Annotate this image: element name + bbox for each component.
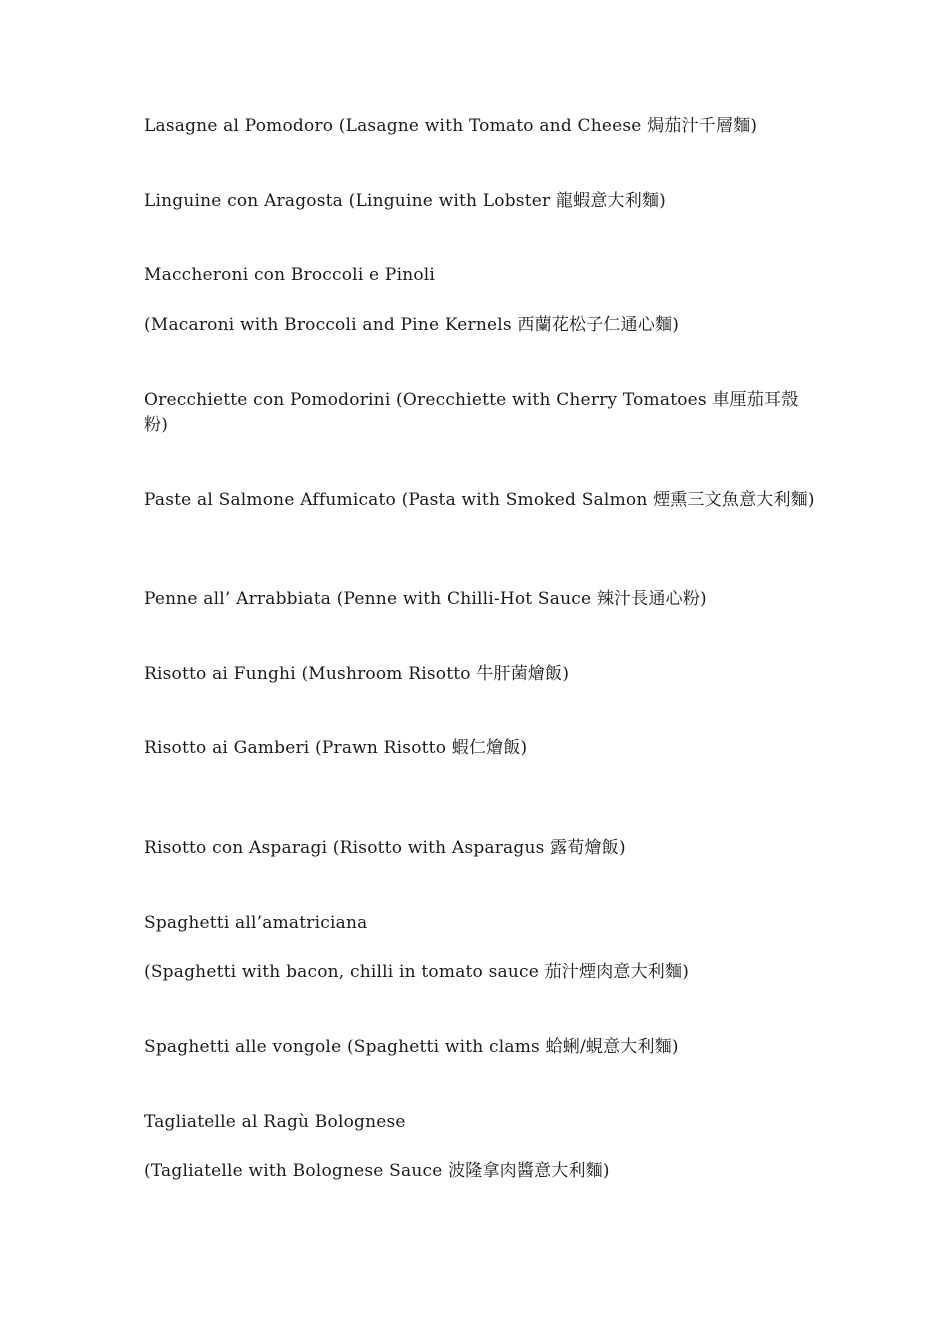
menu-line-paste-salmone: Paste al Salmone Affumicato (Pasta with Smoked Salmon 煙熏三文魚意大利麵) (144, 490, 815, 510)
menu-line-spaghetti-amatriciana-translation: (Spaghetti with bacon, chilli in tomato sauce 茄汁煙肉意大利麵) (144, 962, 690, 982)
menu-line-spaghetti-amatriciana: Spaghetti all’amatriciana (144, 913, 368, 933)
menu-line-risotto-asparagi: Risotto con Asparagi (Risotto with Asparagus 露荀燴飯) (144, 838, 626, 858)
menu-line-orecchiette: Orecchiette con Pomodorini (Orecchiette with Cherry Tomatoes 車厘茄耳殼粉) (144, 390, 799, 435)
menu-line-lasagne: Lasagne al Pomodoro (Lasagne with Tomato and Cheese 焗茄汁千層麵) (144, 116, 758, 136)
menu-line-maccheroni-translation: (Macaroni with Broccoli and Pine Kernels 西蘭花松子仁通心麵) (144, 315, 680, 335)
menu-line-linguine: Linguine con Aragosta (Linguine with Lobster 龍蝦意大利麵) (144, 191, 666, 211)
menu-line-risotto-funghi: Risotto ai Funghi (Mushroom Risotto 牛肝菌燴飯) (144, 664, 570, 684)
menu-line-tagliatelle-translation: (Tagliatelle with Bolognese Sauce 波隆拿肉醬意大利麵) (144, 1161, 610, 1181)
menu-line-risotto-gamberi: Risotto ai Gamberi (Prawn Risotto 蝦仁燴飯) (144, 738, 528, 758)
menu-line-penne: Penne all’ Arrabbiata (Penne with Chilli-Hot Sauce 辣汁長通心粉) (144, 589, 707, 609)
menu-line-spaghetti-vongole: Spaghetti alle vongole (Spaghetti with clams 蛤蜊/蜆意大利麵) (144, 1037, 679, 1057)
menu-line-maccheroni: Maccheroni con Broccoli e Pinoli (144, 265, 436, 285)
menu-line-tagliatelle: Tagliatelle al Ragù Bolognese (144, 1112, 406, 1132)
